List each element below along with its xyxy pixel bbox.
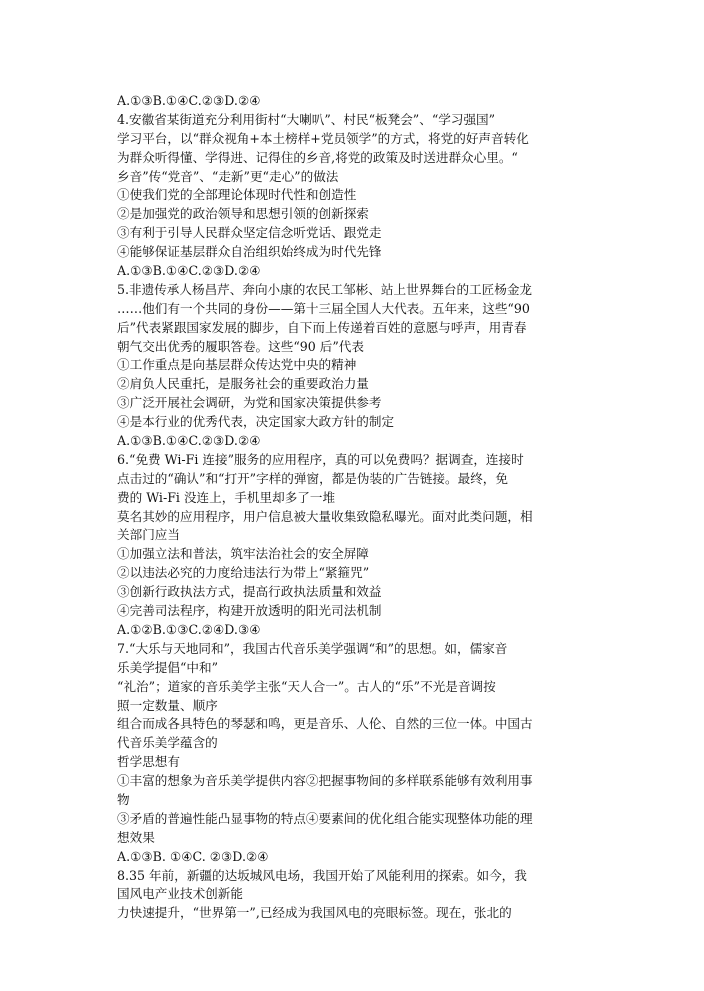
text-line: 哲学思想有 [117,754,180,770]
text-line: 8.35 年前，新疆的达坂城风电场，我国开始了风能利用的探索。如今，我 [117,867,527,883]
text-line: ②是加强党的政治领导和思想引领的创新探索 [117,206,369,222]
text-line: 物 [117,791,130,807]
text-line: 莫名其妙的应用程序，用户信息被大量收集致隐私曝光。面对此类问题，相 [117,508,533,524]
document-page [117,92,591,923]
text-line: 关部门应当 [117,527,180,543]
text-line: 费的 Wi-Fi 没连上，手机里却多了一堆 [117,489,336,505]
text-line: ③创新行政执法方式，提高行政执法质量和效益 [117,584,382,600]
text-line: ③广泛开展社会调研，为党和国家决策提供参考 [117,395,382,411]
text-line: ①使我们党的全部理论体现时代性和创造性 [117,187,357,203]
text-line: 后”代表紧跟国家发展的脚步，自下而上传递着百姓的意愿与呼声，用青春 [117,319,527,335]
text-line: ①丰富的想象为音乐美学提供内容②把握事物间的多样联系能够有效利用事 [117,773,533,789]
text-line: A.①③B.①④C.②③D.②④ [117,93,261,108]
text-line: ③有利于引导人民群众坚定信念听党话、跟党走 [117,225,382,241]
text-line: 5.非遗传承人杨昌芹、奔向小康的农民工邹彬、站上世界舞台的工匠杨金龙 [117,281,533,297]
text-line: 国风电产业技术创新能 [117,886,243,902]
text-line: ④完善司法程序，构建开放透明的阳光司法机制 [117,603,382,619]
text-line: ①工作重点是向基层群众传达党中央的精神 [117,357,357,373]
text-line: ③矛盾的普遍性能凸显事物的特点④要素间的优化组合能实现整体功能的理 [117,810,533,826]
text-line: 照一定数量、顺序 [117,697,218,713]
text-line: 为群众听得懂、学得进、记得住的乡音,将党的政策及时送进群众心里。“ [117,149,518,165]
text-line: ④是本行业的优秀代表，决定国家大政方针的制定 [117,414,395,430]
text-line: ①加强立法和普法，筑牢法治社会的安全屏障 [117,546,369,562]
text-line: 点击过的“确认”和“打开”字样的弹窗，都是伪装的广告链接。最终，免 [117,470,508,486]
text-line: 6.“免费 Wi-Fi 连接”服务的应用程序，真的可以免费吗？据调查，连接时 [117,451,524,467]
text-line: ……他们有一个共同的身份——第十三届全国人大代表。五年来，这些“90 [117,300,530,316]
text-line: A.①③B. ①④C. ②③D.②④ [117,848,269,864]
text-line: A.①③B.①④C.②③D.②④ [117,433,261,449]
text-line: 学习平台，以“群众视角+本土榜样+党员领学”的方式，将党的好声音转化 [117,130,529,146]
text-line: A.①③B.①④C.②③D.②④ [117,263,261,279]
text-line: 4.安徽省某街道充分利用街村“大喇叭”、村民“板凳会”、“学习强国” [117,111,496,127]
text-line: 7.“大乐与天地同和”，我国古代音乐美学强调“和”的思想。如，儒家音 [117,640,508,656]
text-line: 想效果 [117,829,155,845]
text-line: 乡音”传“党音”、“走新”更“走心”的做法 [117,168,339,184]
text-line: 乐美学提倡“中和” [117,659,219,675]
text-line: ④能够保证基层群众自治组织始终成为时代先锋 [117,244,382,260]
text-line: 力快速提升，“世界第一”,已经成为我国风电的亮眼标签。现在，张北的 [117,905,512,921]
text-line: 朝气交出优秀的履职答卷。这些“90 后”代表 [117,338,364,354]
text-line: A.①②B.①③C.②④D.③④ [117,621,261,637]
text-line: 代音乐美学蕴含的 [117,735,218,751]
text-line: ②以违法必究的力度给违法行为带上“紧箍咒” [117,565,370,581]
text-line: “礼治”；道家的音乐美学主张“天人合一”。古人的“乐”不光是音调按 [117,678,496,694]
text-line: ②肩负人民重托，是服务社会的重要政治力量 [117,376,369,392]
text-line: 组合而成各具特色的琴瑟和鸣，更是音乐、人伦、自然的三位一体。中国古 [117,716,533,732]
